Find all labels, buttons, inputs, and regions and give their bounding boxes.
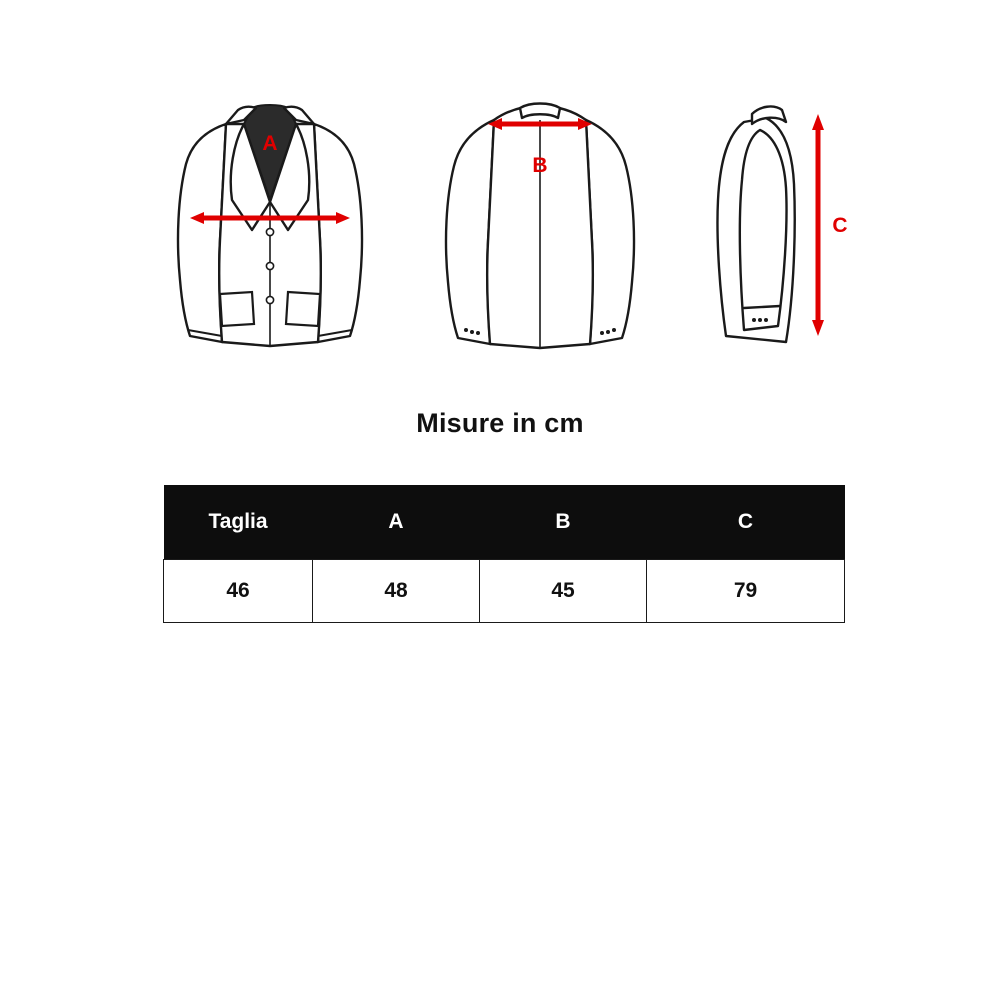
cell-c: 79: [647, 560, 845, 623]
column-header-b: B: [480, 485, 647, 560]
jacket-side-view: [690, 80, 890, 375]
jacket-front-view: [160, 80, 380, 375]
cell-taglia: 46: [164, 560, 313, 623]
cell-b: 45: [480, 560, 647, 623]
measure-label-b: B: [532, 154, 548, 177]
size-table-header: [164, 485, 845, 560]
cell-a: 48: [313, 560, 480, 623]
size-table-container: [163, 485, 836, 623]
size-table-body: [164, 560, 845, 623]
column-header-taglia: Taglia: [164, 485, 313, 560]
column-header-c: C: [647, 485, 845, 560]
table-row: [164, 560, 845, 623]
measurements-caption: Misure in cm: [416, 408, 584, 438]
jacket-front-illustration: [160, 80, 380, 370]
measure-label-c: C: [832, 214, 848, 237]
measure-label-a: A: [262, 132, 278, 155]
size-table: [163, 485, 845, 623]
jacket-back-illustration: [430, 80, 650, 370]
table-header-row: [164, 485, 845, 560]
column-header-a: A: [313, 485, 480, 560]
jacket-illustrations: [0, 80, 1000, 380]
jacket-side-illustration: [690, 80, 890, 370]
jacket-back-view: [430, 80, 650, 375]
